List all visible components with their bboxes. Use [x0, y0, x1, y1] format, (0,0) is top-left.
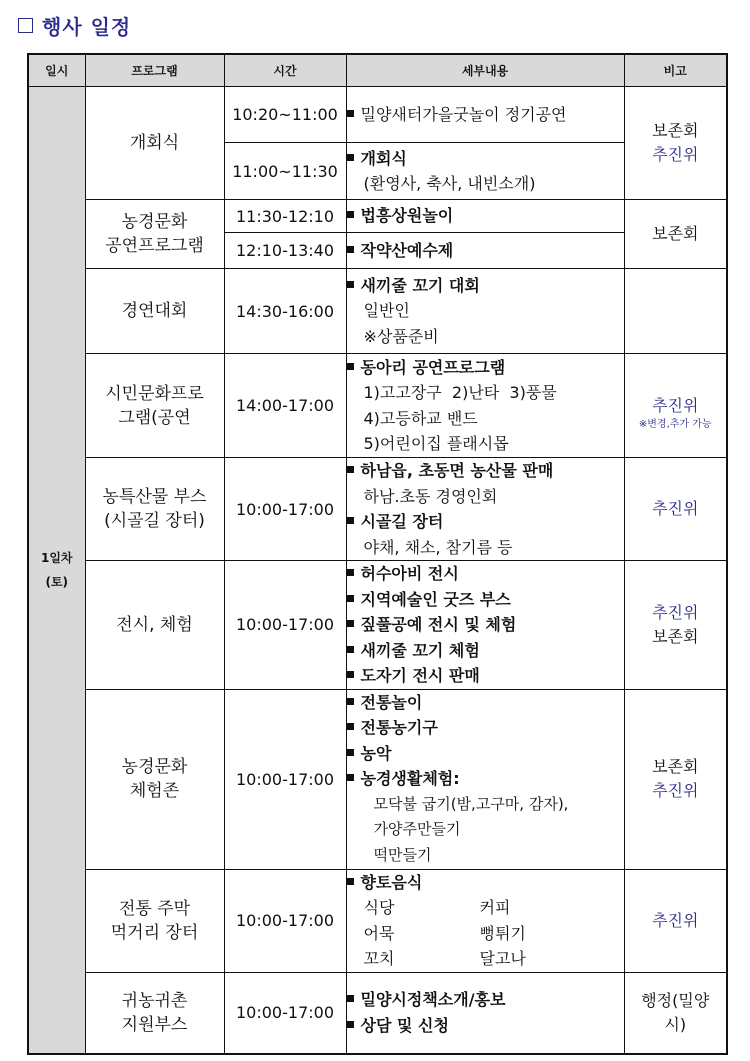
- program-cell: [85, 87, 224, 200]
- time-label: 10:20~11:00: [232, 105, 338, 124]
- detail-cell: [346, 87, 624, 143]
- program-label: 체험존: [129, 781, 180, 801]
- program-label: 경연대회: [121, 301, 188, 321]
- bullet-icon: [347, 569, 354, 576]
- detail-cell: [346, 233, 624, 269]
- table-row: [28, 354, 727, 458]
- program-label: 전통 주막: [118, 898, 191, 919]
- detail-title: 시골길 장터: [360, 512, 444, 531]
- detail-title: 도자기 전시 판매: [360, 666, 480, 685]
- note-text: 추진위: [652, 145, 699, 164]
- program-label: 농경문화: [121, 757, 188, 777]
- note-text: ※변경,추가 가능: [638, 418, 712, 430]
- day-cell: [28, 87, 85, 1055]
- program-label: 전시, 체험: [116, 614, 193, 635]
- note-cell: [624, 689, 727, 869]
- detail-title: 개회식: [360, 148, 407, 168]
- note-cell: [624, 972, 727, 1054]
- time-cell: [224, 869, 346, 972]
- note-text: 시): [664, 1014, 687, 1034]
- program-label: 귀농귀촌: [121, 990, 188, 1011]
- table-row: [28, 689, 727, 869]
- note-text: 추진위: [652, 781, 699, 800]
- note-cell: [624, 354, 727, 458]
- detail-cell: [346, 972, 624, 1054]
- food-item: 어묵: [363, 923, 395, 943]
- program-label: 농특산물 부스: [102, 487, 207, 507]
- detail-cell: [346, 354, 624, 458]
- note-cell: [624, 869, 727, 972]
- detail-text: 일반인: [363, 301, 410, 321]
- detail-title: 향토음식: [360, 872, 423, 892]
- table-row: [28, 269, 727, 354]
- time-cell: [224, 200, 346, 233]
- program-label: 개회식: [129, 133, 180, 153]
- bullet-icon: [347, 246, 354, 253]
- time-label: 10:00-17:00: [236, 769, 334, 789]
- food-list: [347, 895, 624, 972]
- checkbox-icon: [18, 18, 33, 33]
- program-cell: [85, 458, 224, 561]
- note-cell: [624, 200, 727, 269]
- note-text: 추진위: [652, 910, 699, 930]
- time-cell: [224, 143, 346, 200]
- note-cell: [624, 458, 727, 561]
- bullet-icon: [347, 211, 354, 218]
- time-label: 10:00-17:00: [236, 499, 334, 519]
- bullet-icon: [347, 774, 354, 781]
- bullet-icon: [347, 878, 354, 885]
- bullet-icon: [347, 620, 354, 627]
- header-note: 비고: [624, 54, 727, 87]
- detail-text: 떡만들기: [373, 845, 432, 864]
- food-item: 커피: [479, 898, 511, 917]
- program-label: 농경문화: [121, 212, 188, 232]
- detail-title: 동아리 공연프로그램: [360, 357, 506, 377]
- note-text: 보존회: [652, 121, 699, 140]
- detail-cell: [346, 561, 624, 690]
- detail-title: 허수아비 전시: [360, 564, 459, 583]
- program-cell: [85, 354, 224, 458]
- detail-title: 새끼줄 꼬기 대회: [360, 275, 480, 295]
- note-cell: [624, 87, 727, 200]
- detail-cell: [346, 869, 624, 972]
- time-label: 14:00-17:00: [236, 396, 334, 415]
- bullet-icon: [347, 723, 354, 730]
- program-cell: [85, 972, 224, 1054]
- detail-title: 밀양시정책소개/홍보: [360, 990, 506, 1010]
- detail-title: 새끼줄 꼬기 체험: [360, 640, 480, 660]
- program-cell: [85, 689, 224, 869]
- time-cell: [224, 561, 346, 690]
- bullet-icon: [347, 646, 354, 653]
- program-cell: [85, 269, 224, 354]
- table-row: [28, 87, 727, 143]
- time-label: 11:30-12:10: [236, 206, 334, 226]
- program-label: 먹거리 장터: [110, 922, 199, 943]
- note-text: 추진위: [652, 602, 699, 622]
- bullet-icon: [347, 995, 354, 1002]
- table-row: [28, 458, 727, 561]
- time-cell: [224, 354, 346, 458]
- detail-text: 야채, 채소, 참기름 등: [363, 537, 513, 557]
- note-text: 추진위: [652, 499, 699, 518]
- detail-text: 가양주만들기: [373, 820, 461, 839]
- detail-title: 법흥상원놀이: [360, 206, 454, 226]
- detail-cell: [346, 689, 624, 869]
- time-cell: [224, 689, 346, 869]
- detail-cell: [346, 458, 624, 561]
- note-text: 추진위: [652, 395, 699, 415]
- program-cell: [85, 561, 224, 690]
- program-label: (시골길 장터): [104, 511, 205, 531]
- day-label: 1일차: [40, 551, 73, 565]
- detail-title: 전통농기구: [360, 718, 438, 738]
- bullet-icon: [347, 595, 354, 602]
- detail-title: 전통놀이: [360, 692, 423, 712]
- detail-title: 농악: [360, 743, 392, 763]
- food-item: 꼬치: [363, 949, 395, 968]
- program-cell: [85, 869, 224, 972]
- time-cell: [224, 87, 346, 143]
- program-cell: [85, 200, 224, 269]
- detail-cell: [346, 143, 624, 200]
- bullet-icon: [347, 517, 354, 524]
- detail-title: 농경생활체험:: [360, 769, 460, 789]
- time-cell: [224, 972, 346, 1054]
- note-cell: [624, 269, 727, 354]
- note-text: 행정(밀양: [641, 990, 710, 1010]
- bullet-icon: [347, 466, 354, 473]
- detail-title: 상담 및 신청: [360, 1015, 449, 1035]
- program-label: 지원부스: [121, 1014, 188, 1035]
- day-weekday: (토): [45, 575, 69, 589]
- time-cell: [224, 269, 346, 354]
- detail-cell: [346, 269, 624, 354]
- time-cell: [224, 233, 346, 269]
- time-label: 12:10-13:40: [236, 241, 334, 260]
- time-label: 11:00~11:30: [232, 161, 338, 181]
- header-time: 시간: [224, 54, 346, 87]
- program-label: 시민문화프로: [105, 383, 204, 404]
- table-row: [28, 561, 727, 690]
- header-row: [28, 54, 727, 87]
- schedule-table: [27, 53, 728, 1055]
- bullet-icon: [347, 154, 354, 161]
- detail-title: 하남읍, 초동면 농산물 판매: [360, 461, 554, 480]
- table-row: [28, 972, 727, 1054]
- detail-text: 밀양새터가을굿놀이 정기공연: [360, 104, 567, 124]
- detail-text: 하남.초동 경영인회: [363, 486, 498, 506]
- food-item: 식당: [363, 898, 395, 917]
- detail-title: 짚풀공예 전시 및 체험: [360, 615, 517, 634]
- detail-text: ※상품준비: [363, 326, 439, 346]
- table-row: [28, 869, 727, 972]
- section-title: [18, 8, 131, 42]
- time-label: 10:00-17:00: [236, 615, 334, 635]
- detail-cell: [346, 200, 624, 233]
- bullet-icon: [347, 363, 354, 370]
- note-cell: [624, 561, 727, 690]
- food-item: 뻥튀기: [479, 923, 526, 943]
- table-row: [28, 200, 727, 233]
- note-text: 보존회: [652, 757, 699, 776]
- time-label: 14:30-16:00: [236, 301, 334, 321]
- detail-title: 작약산예수제: [360, 240, 454, 260]
- time-label: 10:00-17:00: [236, 911, 334, 930]
- detail-text: 4)고등하교 밴드: [363, 408, 478, 428]
- program-label: 그램(공연: [118, 407, 191, 428]
- bullet-icon: [347, 749, 354, 756]
- bullet-icon: [347, 110, 354, 117]
- bullet-icon: [347, 698, 354, 705]
- bullet-icon: [347, 671, 354, 678]
- bullet-icon: [347, 1021, 354, 1028]
- detail-text: 5)어린이집 플래시몹: [363, 434, 509, 453]
- food-item: 달고나: [479, 949, 526, 968]
- detail-title: 지역예술인 굿즈 부스: [360, 589, 511, 609]
- time-label: 10:00-17:00: [236, 1003, 334, 1023]
- detail-text: 모닥불 굽기(밤,고구마, 감자),: [373, 794, 569, 813]
- title-text: 행사 일정: [42, 14, 132, 39]
- note-text: 보존회: [652, 224, 699, 243]
- header-program: 프로그램: [85, 54, 224, 87]
- note-text: 보존회: [652, 626, 699, 646]
- detail-text: 1)고고장구 2)난타 3)풍물: [363, 383, 557, 402]
- detail-text: (환영사, 축사, 내빈소개): [363, 174, 536, 193]
- bullet-icon: [347, 281, 354, 288]
- header-day: 일시: [28, 54, 85, 87]
- header-detail: 세부내용: [346, 54, 624, 87]
- time-cell: [224, 458, 346, 561]
- program-label: 공연프로그램: [105, 236, 204, 256]
